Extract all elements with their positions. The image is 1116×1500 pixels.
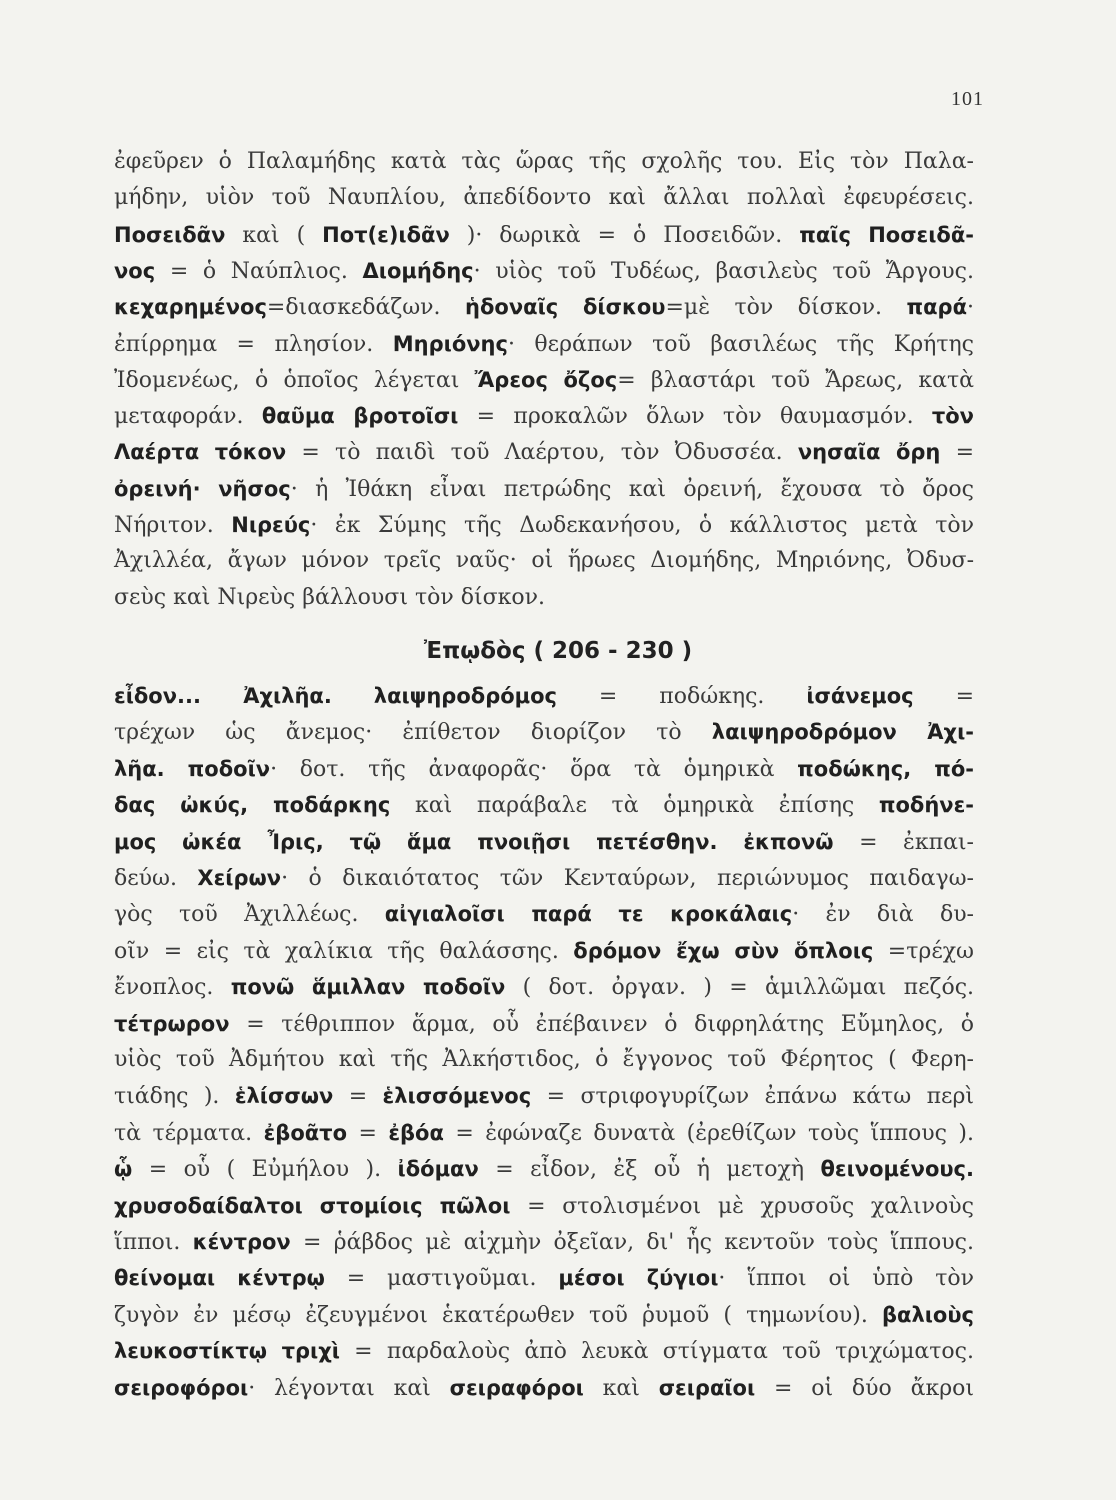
lemma-term: Λαέρτα τόκον (114, 440, 287, 465)
gloss-text: · ἐκ Σύμης τῆς Δωδεκανήσου, ὁ κάλλιστος μετὰ τὸν (310, 513, 974, 538)
lemma-term: δρόμον ἔχω σὺν ὅπλοις (573, 938, 874, 963)
gloss-text: = οὗ ( Εὐμήλου ). (132, 1157, 398, 1183)
lemma-term: κέντρον (192, 1230, 291, 1254)
lemma-term: τὸν (931, 404, 974, 429)
gloss-text: · ἵπποι οἱ ὑπὸ τὸν (718, 1266, 974, 1292)
lemma-term: θεινομένους. (820, 1157, 974, 1182)
text-line (114, 935, 974, 968)
gloss-text: = (347, 1120, 389, 1146)
lemma-term: ποδήνε- (878, 793, 974, 818)
lemma-term: θαῦμα βροτοῖσι (261, 404, 459, 429)
gloss-text: καὶ παράβαλε τὰ ὁμηρικὰ ἐπίσης (390, 793, 879, 819)
gloss-text: = προκαλῶν ὅλων τὸν θαυμασμόν. (458, 404, 932, 430)
gloss-text: =τρέχω (873, 938, 974, 964)
gloss-text: ἐφεῦρεν ὁ Παλαμήδης κατὰ τὰς ὥρας τῆς σχολῆς του. Εἰς τὸν Παλα- (114, 149, 974, 174)
gloss-text: τιάδης ). (114, 1084, 235, 1110)
section-heading-epode: Ἐπῳδὸς ( 206 - 230 ) (423, 638, 693, 664)
lemma-term: κεχαρημένος (114, 295, 267, 320)
gloss-text: δεύω. (114, 866, 198, 891)
lemma-term: παῖς Ποσειδᾶ- (799, 222, 974, 247)
gloss-text: = ῥάβδος μὲ αἰχμὴν ὀξεῖαν, δι' ἧς κεντοῦν τοὺς ἵππους. (290, 1230, 974, 1255)
lemma-term: λαιψηροδρόμον Ἀχι- (711, 720, 975, 745)
text-line (114, 545, 974, 577)
gloss-text: =διασκεδάζων. (266, 295, 466, 321)
lemma-term: ἡδοναῖς δίσκου (465, 295, 666, 320)
text-line (114, 753, 974, 786)
gloss-text: = ὁ Ναύπλιος. (155, 258, 363, 284)
gloss-text: τὰ τέρματα. (114, 1120, 264, 1146)
text-line (114, 1008, 974, 1041)
gloss-text: Ἀχιλλέα, ἄγων μόνον τρεῖς ναῦς· οἱ ἥρωες Διομήδης, Μηριόνης, Ὀδυσ- (114, 548, 974, 574)
gloss-text: = στολισμένοι μὲ χρυσοῦς χαλινοὺς (510, 1193, 974, 1219)
gloss-text: = στριφογυρίζων ἐπάνω κάτω περὶ (531, 1084, 974, 1110)
gloss-text: = (333, 1084, 383, 1110)
lemma-term: ἑλίσσων (234, 1084, 334, 1109)
text-line (114, 1335, 974, 1368)
lemma-term: μέσοι ζύγιοι (558, 1266, 719, 1291)
gloss-text: μεταφοράν. (114, 404, 262, 430)
text-line (114, 1190, 974, 1223)
text-line (114, 1117, 974, 1150)
lemma-term: πονῶ ἅμιλλαν ποδοῖν (230, 975, 506, 1000)
lemma-term: παρά (906, 295, 967, 320)
lemma-term: χρυσοδαίδαλτοι στομίοις πῶλοι (114, 1193, 511, 1218)
gloss-text: = παρδαλοὺς ἀπὸ λευκὰ στίγματα τοῦ τριχώματος. (339, 1339, 974, 1365)
lemma-term: αἰγιαλοῖσι παρά τε κροκάλαις (384, 902, 793, 927)
gloss-text: · υἱὸς τοῦ Τυδέως, βασιλεὺς τοῦ Ἄργους. (473, 258, 974, 284)
lemma-term: σειραῖοι (658, 1375, 756, 1400)
gloss-text: · ἐν διὰ δυ- (792, 902, 974, 928)
lemma-term: λαιψηροδρόμος (373, 684, 557, 708)
lemma-term: λευκοστίκτῳ τριχὶ (114, 1339, 340, 1364)
lemma-term: ἐβόα (388, 1120, 444, 1145)
lemma-term: λῆα. ποδοῖν (114, 756, 271, 781)
text-line (114, 146, 974, 178)
text-line (114, 182, 974, 214)
text-line (114, 1153, 974, 1186)
text-line (114, 680, 974, 713)
text-line (114, 1299, 974, 1332)
gloss-text: = (913, 684, 975, 709)
gloss-text: Ἰδομενέως, ὁ ὁποῖος λέγεται (114, 367, 475, 393)
lemma-term: ἐβοᾶτο (263, 1120, 347, 1145)
lemma-term: ᾧ (114, 1157, 133, 1182)
gloss-text: = ἐφώναζε δυνατὰ (ἐρεθίζων τοὺς ἵππους ). (443, 1120, 975, 1146)
text-line (114, 436, 974, 469)
gloss-text: · (967, 295, 974, 321)
gloss-text: καὶ ( (225, 222, 323, 248)
gloss-text: = τέθριππον ἅρμα, οὗ ἐπέβαινεν ὁ διφρηλάτης Εὔμηλος, ὁ (229, 1011, 974, 1037)
gloss-text: · θεράπων τοῦ βασιλέως τῆς Κρήτης (507, 331, 974, 357)
lemma-term: Ποσειδᾶν (114, 222, 226, 247)
text-line (114, 1226, 974, 1259)
lemma-term: ἰδόμαν (397, 1157, 479, 1182)
text-line (114, 400, 974, 433)
text-line (114, 971, 974, 1004)
text-line (114, 789, 974, 822)
text-line (114, 1262, 974, 1295)
lemma-term: Χείρων (197, 866, 282, 890)
gloss-text: = μαστιγοῦμαι. (324, 1266, 559, 1292)
lemma-term: ὀρεινή· νῆσος (114, 476, 291, 501)
gloss-text: = ποδώκης. (556, 684, 807, 709)
gloss-text: σεὺς καὶ Νιρεὺς βάλλουσι τὸν δίσκον. (114, 584, 545, 610)
text-line (114, 716, 974, 749)
text-line (114, 509, 974, 542)
lemma-term: σειραφόροι (449, 1375, 584, 1400)
gloss-text: ἔνοπλος. (114, 975, 231, 1001)
page-number: 101 (951, 88, 984, 110)
lemma-term: δας ὠκύς, ποδάρκης (114, 793, 391, 818)
lemma-term: θείνομαι κέντρῳ (114, 1266, 325, 1291)
lemma-term: ποδώκης, πό- (797, 756, 974, 781)
lemma-term: τέτρωρον (114, 1011, 230, 1036)
gloss-text: = βλαστάρι τοῦ Ἄρεως, κατὰ (617, 367, 974, 393)
lemma-term: Ποτ(ε)ιδᾶν (322, 222, 450, 247)
text-line (114, 255, 974, 288)
lemma-term: εἶδον... Ἀχιλῆα. (114, 684, 332, 708)
text-line (114, 582, 974, 614)
lemma-term: ἑλισσόμενος (382, 1084, 532, 1109)
gloss-text: )· δωρικὰ = ὁ Ποσειδῶν. (449, 222, 800, 248)
text-line (114, 328, 974, 361)
gloss-text: = (940, 440, 975, 466)
gloss-text: μήδην, υἱὸν τοῦ Ναυπλίου, ἀπεδίδοντο καὶ ἄλλαι πολλαὶ ἐφευρέσεις. (114, 185, 974, 211)
gloss-text: = οἱ δύο ἄκροι (755, 1375, 975, 1401)
gloss-text: ζυγὸν ἐν μέσῳ ἐζευγμένοι ἑκατέρωθεν τοῦ ῥυμοῦ ( τημωνίου). (114, 1302, 882, 1328)
lemma-term: σειροφόροι (114, 1375, 249, 1400)
text-line (114, 1044, 974, 1076)
gloss-text: Νήριτον. (114, 513, 232, 538)
lemma-term: Νιρεύς (231, 513, 311, 537)
lemma-term: Μηριόνης (392, 331, 508, 356)
text-line (114, 291, 974, 324)
lemma-term: Ἄρεος ὄζος (474, 367, 618, 392)
gloss-text: · δοτ. τῆς ἀναφορᾶς· ὅρα τὰ ὁμηρικὰ (270, 756, 798, 782)
gloss-text: =μὲ τὸν δίσκον. (665, 295, 907, 321)
gloss-text: ἐπίρρημα = πλησίον. (114, 331, 393, 357)
text-line (114, 898, 974, 931)
gloss-text (332, 684, 374, 709)
lemma-term: μος ὠκέα Ἶρις, τῷ ἅμα πνοιῇσι πετέσθην. ἐκπονῶ (114, 829, 834, 854)
text-line (114, 473, 974, 506)
text-line (114, 364, 974, 397)
lemma-term: νος (114, 258, 156, 283)
text-line (114, 862, 974, 895)
gloss-text: υἱὸς τοῦ Ἀδμήτου καὶ τῆς Ἀλκήστιδος, ὁ ἔγγονος τοῦ Φέρητος ( Φερη- (114, 1047, 974, 1072)
text-line (114, 1080, 974, 1113)
gloss-text: = τὸ παιδὶ τοῦ Λαέρτου, τὸν Ὀδυσσέα. (286, 440, 798, 466)
gloss-text: ἵπποι. (114, 1230, 193, 1255)
lemma-term: νησαῖα ὄρη (797, 440, 941, 465)
lemma-term: βαλιοὺς (882, 1302, 974, 1327)
text-line (114, 219, 974, 252)
lemma-term: Διομήδης (362, 258, 474, 283)
gloss-text: · ὁ δικαιότατος τῶν Κενταύρων, περιώνυμος παιδαγω- (281, 866, 974, 891)
gloss-text: καὶ (583, 1375, 659, 1401)
gloss-text: · ἡ Ἰθάκη εἶναι πετρώδης καὶ ὀρεινή, ἔχουσα τὸ ὄρος (290, 476, 974, 502)
text-line (114, 1372, 974, 1405)
gloss-text: ( δοτ. ὀργαν. ) = ἁμιλλῶμαι πεζός. (505, 975, 975, 1001)
gloss-text: · λέγονται καὶ (248, 1375, 450, 1401)
gloss-text: οῖν = εἰς τὰ χαλίκια τῆς θαλάσσης. (114, 938, 574, 964)
lemma-term: ἰσάνεμος (806, 684, 914, 708)
gloss-text: γὸς τοῦ Ἀχιλλέως. (114, 902, 385, 928)
gloss-text: τρέχων ὡς ἄνεμος· ἐπίθετον διορίζον τὸ (114, 720, 712, 746)
gloss-text: = εἶδον, ἐξ οὗ ἡ μετοχὴ (478, 1157, 821, 1183)
gloss-text: = ἐκπαι- (833, 829, 974, 855)
text-line (114, 826, 974, 859)
